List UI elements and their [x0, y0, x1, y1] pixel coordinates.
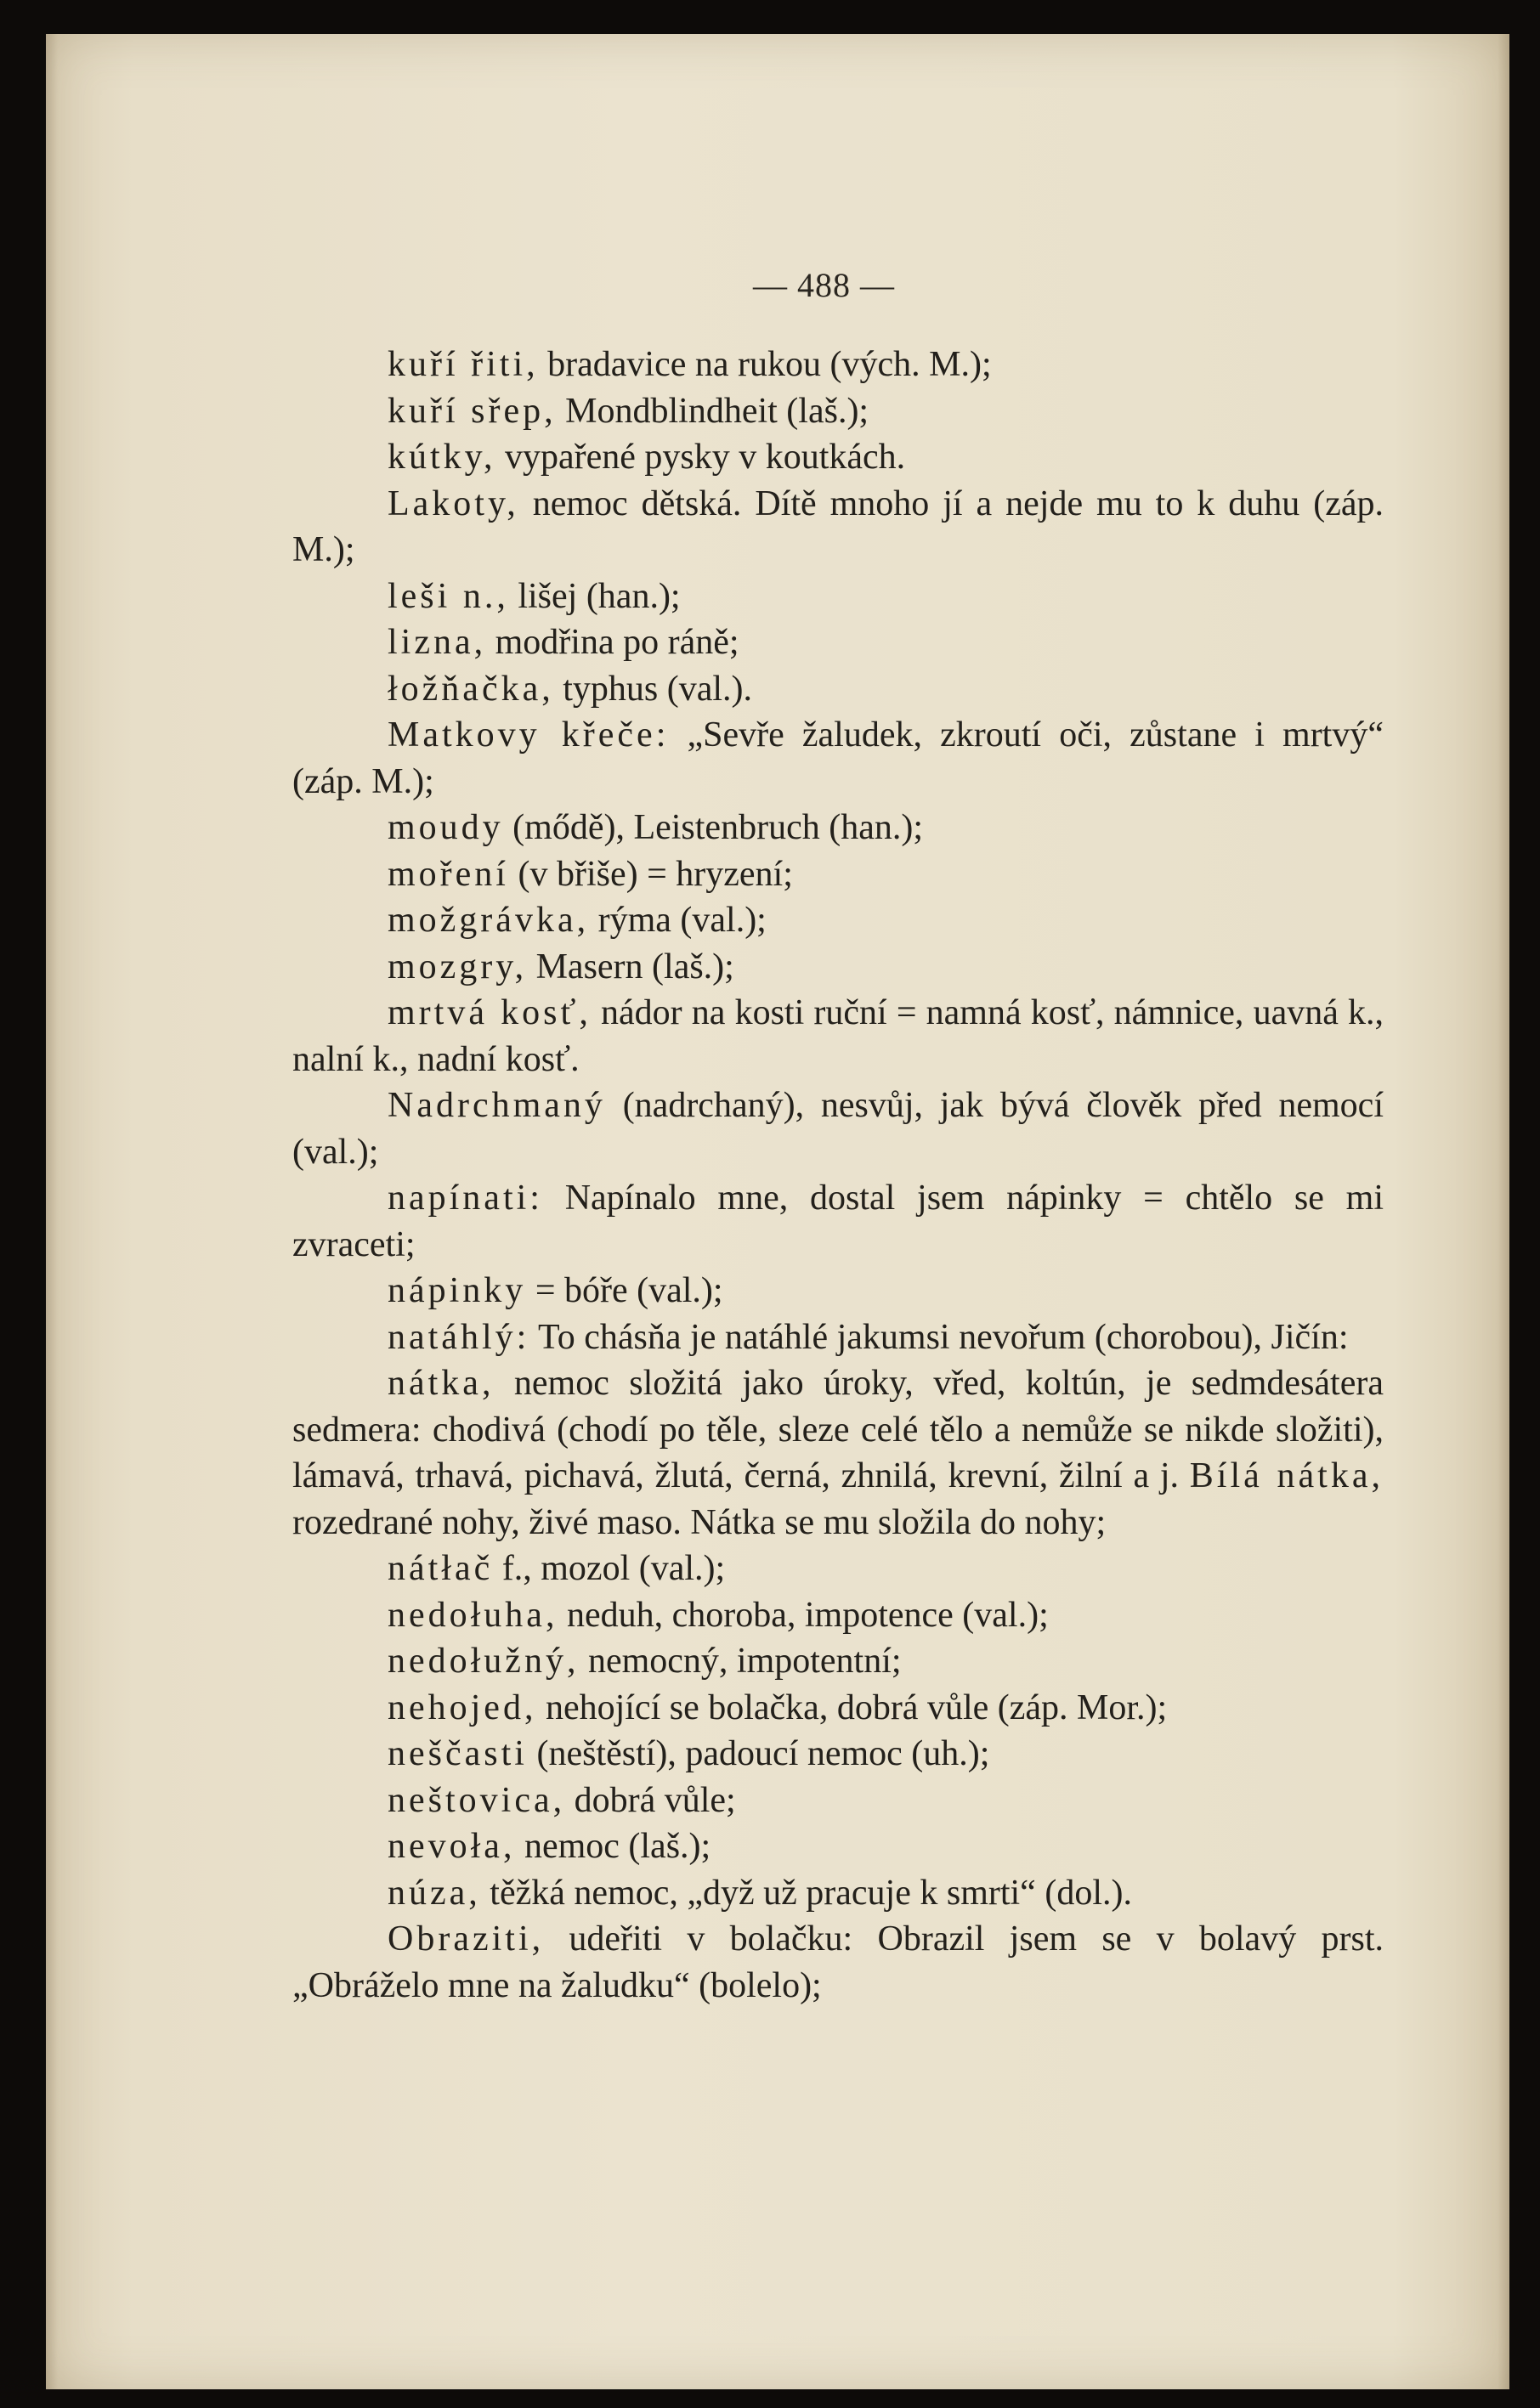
- entry: [292, 619, 1384, 666]
- entry-text: rozedrané nohy, živé maso. Nátka se mu složila do nohy;: [292, 1502, 1107, 1542]
- entry-text: vypařené pysky v koutkách.: [495, 438, 906, 477]
- entry: [292, 1685, 1384, 1732]
- entry-text: nehojící se bolačka, dobrá vůle (záp. Mor.);: [536, 1687, 1168, 1727]
- entry-text: (mődě), Leistenbruch (han.);: [503, 808, 923, 847]
- entry-text: f., mozol (val.);: [493, 1549, 726, 1588]
- entry: [292, 1082, 1384, 1175]
- entry: [292, 1592, 1384, 1639]
- entry-text: udeřiti v bolačku: Obrazil jsem se v bolavý prst. „Obráželo mne na žaludku“ (bolelo);: [292, 1919, 1384, 2005]
- entry: [292, 851, 1384, 898]
- entry-headword: nedołuha,: [388, 1595, 558, 1635]
- entry: [292, 1731, 1384, 1778]
- entry-text: nemoc dětská. Dítě mnoho jí a nejde mu to k duhu (záp. M.);: [292, 483, 1384, 569]
- entry-text: modřina po ráně;: [486, 623, 739, 662]
- entry-text: nádor na kosti ruční = namná kosť, námnice, uavná k., nalní k., nadní kosť.: [292, 993, 1384, 1079]
- entry-headword: možgrávka,: [388, 901, 590, 940]
- dictionary-entries: [292, 342, 1384, 2009]
- entry: [292, 1314, 1384, 1361]
- page-edge-shadow: [1498, 34, 1509, 2389]
- entry-headword: nápinky: [388, 1271, 527, 1310]
- entry-headword: moření: [388, 854, 509, 894]
- entry-text: = bóře (val.);: [526, 1271, 723, 1310]
- entry: [292, 1268, 1384, 1314]
- entry: [292, 990, 1384, 1082]
- entry: [292, 1870, 1384, 1917]
- entry-text: lišej (han.);: [508, 576, 681, 616]
- entry-text: „Sevře žaludek, zkroutí oči, zůstane i mrtvý“ (záp. M.);: [292, 715, 1384, 801]
- entry-headword: napínati:: [388, 1179, 543, 1218]
- entry-headword: kuří sřep,: [388, 391, 557, 431]
- entry-text: těžká nemoc, „dyž už pracuje k smrti“ (dol.).: [480, 1873, 1132, 1913]
- entry-text: nemocný, impotentní;: [579, 1642, 902, 1681]
- entry-headword: łožňačka,: [388, 669, 554, 709]
- entry-headword: lizna,: [388, 623, 487, 662]
- entry-text: Napínalo mne, dostal jsem nápinky = chtělo se mi zvraceti;: [292, 1179, 1384, 1264]
- page-edge-shadow: [46, 34, 58, 2389]
- entry-text: rýma (val.);: [589, 901, 767, 940]
- entry-headword: núza,: [388, 1873, 481, 1913]
- entry: [292, 1546, 1384, 1592]
- entry-headword: kútky,: [388, 438, 496, 477]
- entry: [292, 666, 1384, 713]
- entry: [292, 1175, 1384, 1268]
- entry-headword: Nadrchmaný: [388, 1086, 606, 1125]
- entry: [292, 481, 1384, 574]
- entry: [292, 1360, 1384, 1546]
- entry-headword: nátłač: [388, 1549, 494, 1588]
- entry-text: Mondblindheit (laš.);: [556, 391, 869, 431]
- entry-text: (v břiše) = hryzení;: [508, 854, 793, 894]
- entry-inline-headword: Bílá nátka,: [1189, 1456, 1384, 1495]
- entry-headword: nátka,: [388, 1364, 495, 1403]
- entry-headword: mozgry,: [388, 947, 528, 986]
- entry-headword: mrtvá kosť,: [388, 993, 592, 1032]
- entry-headword: neščasti: [388, 1734, 528, 1773]
- entry-text: To chásňa je natáhlé jakumsi nevořum (chorobou), Jičín:: [529, 1317, 1349, 1357]
- entry-headword: moudy: [388, 808, 504, 847]
- entry: [292, 574, 1384, 620]
- entry: [292, 1638, 1384, 1685]
- entry: [292, 805, 1384, 851]
- entry-text: nemoc složitá jako úroky, vřed, koltún, je sedmdesátera sedmera: chodivá (chodí po těle, sleze celé tělo a nemůže se nikde složiti), lámavá, trhavá, pichavá, žlutá, černá, zhnilá, krevní, žilní a j.: [292, 1364, 1384, 1495]
- entry-headword: kuří řiti,: [388, 345, 539, 384]
- entry-headword: leši n.,: [388, 576, 509, 616]
- entry-text: nemoc (laš.);: [515, 1827, 711, 1866]
- entry: [292, 342, 1384, 388]
- entry-headword: nevoła,: [388, 1827, 516, 1866]
- entry: [292, 1823, 1384, 1870]
- entry-headword: nedołužný,: [388, 1642, 580, 1681]
- entry: [292, 1778, 1384, 1824]
- entry: [292, 944, 1384, 991]
- entry: [292, 712, 1384, 805]
- entry: [292, 388, 1384, 435]
- entry-headword: natáhlý:: [388, 1317, 530, 1357]
- entry-headword: Matkovy křeče:: [388, 715, 670, 755]
- entry: [292, 434, 1384, 481]
- entry-text: Masern (laš.);: [527, 947, 734, 986]
- entry-text: typhus (val.).: [553, 669, 753, 709]
- entry-headword: Lakoty,: [388, 483, 519, 523]
- page-number: — 488 —: [753, 266, 895, 304]
- entry-headword: neštovica,: [388, 1780, 566, 1820]
- entry: [292, 1916, 1384, 2009]
- entry-text: neduh, choroba, impotence (val.);: [558, 1595, 1049, 1635]
- entry-text: bradavice na rukou (vých. M.);: [538, 345, 992, 384]
- entry: [292, 897, 1384, 944]
- entry-text: dobrá vůle;: [565, 1780, 736, 1820]
- entry-headword: nehojed,: [388, 1687, 537, 1727]
- entry-text: (neštěstí), padoucí nemoc (uh.);: [527, 1734, 990, 1773]
- entry-text: (nadrchaný), nesvůj, jak bývá člověk před nemocí (val.);: [292, 1086, 1384, 1172]
- entry-headword: Obraziti,: [388, 1919, 545, 1959]
